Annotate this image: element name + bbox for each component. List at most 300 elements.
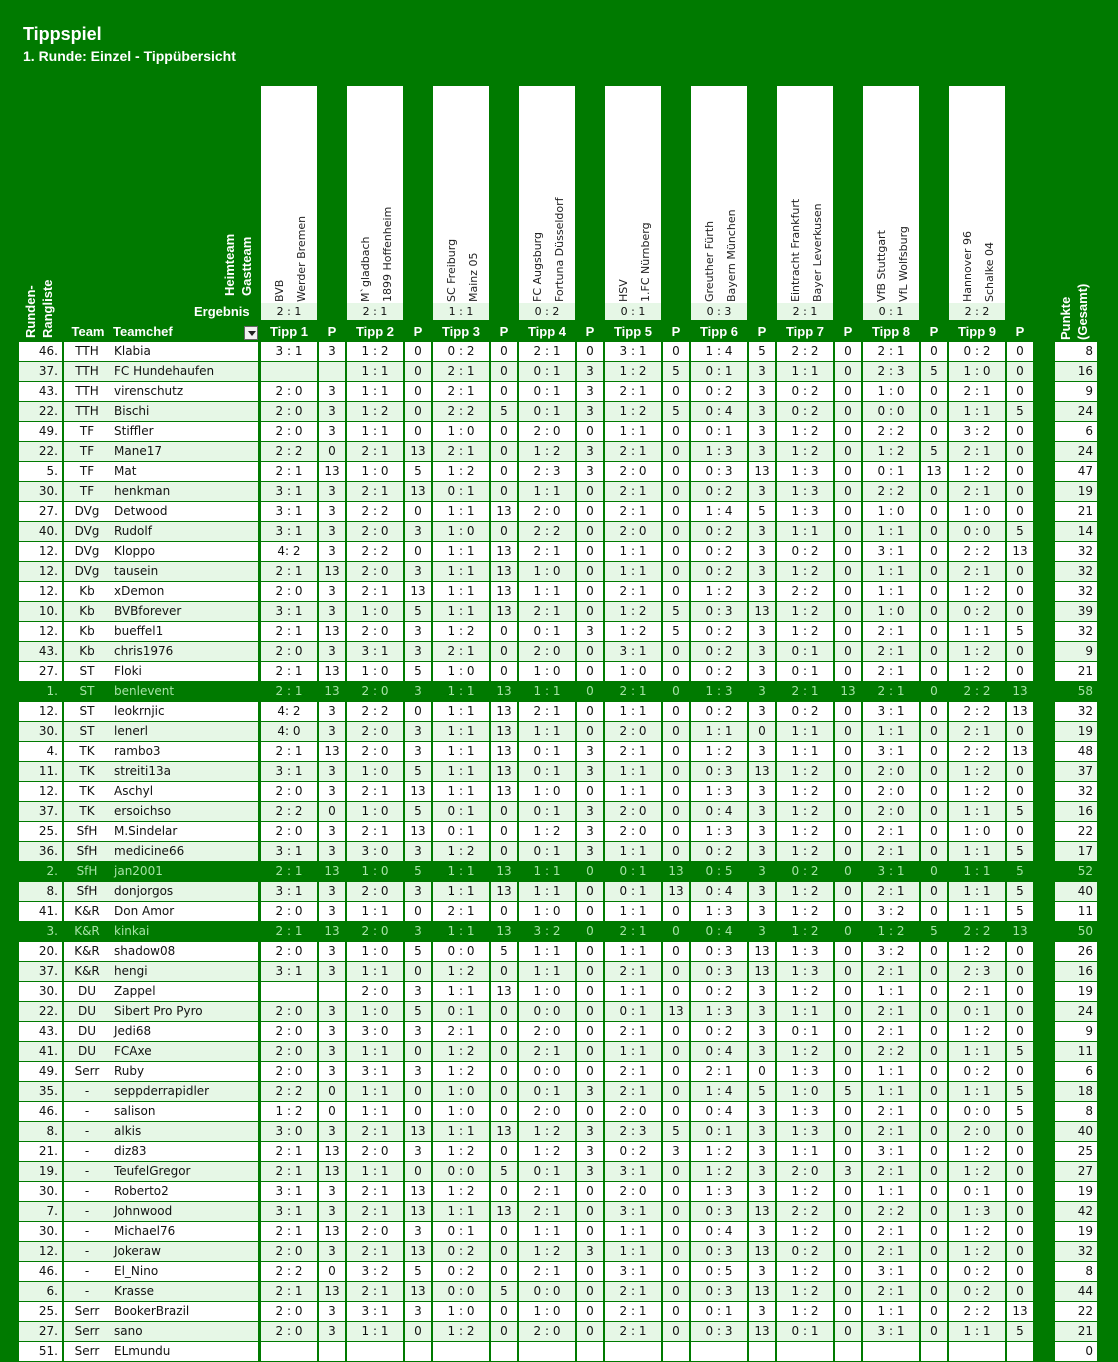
points-cell: 13: [749, 1242, 775, 1261]
rank-cell: 30.: [19, 982, 62, 1001]
points-cell: 0: [663, 642, 689, 661]
tipp-cell: 1 : 0: [949, 362, 1005, 381]
tipp-cell: 2 : 2: [863, 1202, 919, 1221]
points-cell: 0: [319, 1262, 345, 1281]
points-cell: 0: [663, 1102, 689, 1121]
tipp-cell: 0 : 1: [777, 1322, 833, 1341]
tipp-cell: 2 : 0: [519, 502, 575, 521]
rank-cell: 11.: [19, 762, 62, 781]
tipp-cell: [519, 1342, 575, 1361]
points-cell: 3: [749, 1262, 775, 1281]
tipp-cell: 2 : 1: [261, 562, 317, 581]
table-row: [0, 1162, 1118, 1181]
points-cell: 0: [835, 902, 861, 921]
table-row: [0, 762, 1118, 781]
rank-cell: 46.: [19, 1262, 62, 1281]
tipp-cell: 0 : 2: [691, 562, 747, 581]
points-cell: 3: [749, 782, 775, 801]
tipp-cell: 2 : 1: [949, 982, 1005, 1001]
tipp-cell: 2 : 2: [347, 702, 403, 721]
tipp-cell: 2 : 0: [519, 1022, 575, 1041]
points-cell: 3: [319, 1202, 345, 1221]
total-points-cell: 39: [1055, 602, 1097, 621]
team-cell: TK: [64, 782, 110, 801]
tipp-cell: 0 : 1: [949, 1182, 1005, 1201]
points-cell: 5: [405, 802, 431, 821]
points-cell: 0: [921, 522, 947, 541]
tipp-cell: 0 : 1: [433, 1222, 489, 1241]
points-cell: 0: [921, 1222, 947, 1241]
points-header: P: [757, 324, 767, 339]
total-points-cell: 25: [1055, 1142, 1097, 1161]
tipp-cell: 1 : 2: [433, 1062, 489, 1081]
total-points-cell: 32: [1055, 622, 1097, 641]
tipp-cell: 2 : 1: [863, 1222, 919, 1241]
team-cell: TF: [64, 422, 110, 441]
tipp-cell: 1 : 2: [777, 1302, 833, 1321]
points-cell: 0: [921, 822, 947, 841]
tipp-cell: 2 : 0: [519, 642, 575, 661]
points-cell: 0: [835, 362, 861, 381]
points-cell: 3: [319, 602, 345, 621]
tipp-cell: 1 : 1: [777, 1002, 833, 1021]
tipp-cell: 1 : 1: [347, 1102, 403, 1121]
points-cell: 0: [921, 702, 947, 721]
points-cell: 0: [491, 1182, 517, 1201]
home-team-name: Hannover 96: [961, 231, 974, 302]
points-cell: 0: [491, 1142, 517, 1161]
tipp-cell: 3 : 1: [863, 702, 919, 721]
tipp-cell: 2 : 1: [605, 1282, 661, 1301]
points-cell: 0: [577, 662, 603, 681]
punkte-header: [1055, 86, 1097, 341]
tipp-cell: 1 : 2: [347, 402, 403, 421]
points-cell: 5: [405, 602, 431, 621]
punkte-label: Punkte (Gesamt): [1058, 283, 1090, 340]
tipp-cell: 1 : 2: [519, 1122, 575, 1141]
team-cell: DU: [64, 1022, 110, 1041]
rank-cell: 21.: [19, 1142, 62, 1161]
total-points-cell: 21: [1055, 1322, 1097, 1341]
points-cell: 0: [1007, 1062, 1033, 1081]
points-cell: 0: [491, 462, 517, 481]
tipp-cell: 2 : 1: [433, 382, 489, 401]
total-points-cell: 18: [1055, 1082, 1097, 1101]
points-cell: 0: [1007, 782, 1033, 801]
tipp-cell: 2 : 1: [347, 1282, 403, 1301]
rank-cell: 27.: [19, 1322, 62, 1341]
points-cell: 5: [1007, 522, 1033, 541]
points-cell: 0: [921, 1002, 947, 1021]
tipp-cell: 0 : 0: [949, 1102, 1005, 1121]
points-cell: 0: [577, 702, 603, 721]
tipp-cell: 3 : 1: [261, 502, 317, 521]
points-cell: 0: [921, 862, 947, 881]
points-cell: 3: [749, 1162, 775, 1181]
points-cell: 13: [1007, 682, 1033, 701]
teamchef-cell: Rudolf: [110, 522, 258, 541]
points-cell: 0: [921, 762, 947, 781]
tipp-cell: 1 : 1: [605, 982, 661, 1001]
tipp-cell: 1 : 1: [949, 882, 1005, 901]
points-cell: 3: [749, 422, 775, 441]
points-cell: 0: [835, 642, 861, 661]
points-cell: 0: [921, 1182, 947, 1201]
points-cell: 0: [835, 622, 861, 641]
tipp-cell: 2 : 1: [261, 922, 317, 941]
tipp-cell: 2 : 0: [261, 1322, 317, 1341]
points-cell: 3: [749, 642, 775, 661]
tipp-cell: 1 : 2: [261, 1102, 317, 1121]
points-cell: 0: [1007, 982, 1033, 1001]
tipp-cell: 2 : 1: [863, 1002, 919, 1021]
tipp-cell: 1 : 0: [347, 802, 403, 821]
points-cell: 13: [319, 922, 345, 941]
points-cell: 3: [749, 842, 775, 861]
tipp-cell: 2 : 1: [863, 622, 919, 641]
points-cell: 0: [1007, 382, 1033, 401]
tipp-cell: 2 : 1: [347, 442, 403, 461]
total-points-cell: 8: [1055, 342, 1097, 361]
points-cell: 0: [749, 1062, 775, 1081]
tipp-cell: 1 : 4: [691, 1082, 747, 1101]
points-cell: 13: [405, 1282, 431, 1301]
rank-cell: 27.: [19, 662, 62, 681]
points-cell: 5: [405, 1002, 431, 1021]
tipp-cell: 3 : 1: [261, 602, 317, 621]
tipp-cell: 0 : 1: [519, 622, 575, 641]
team-cell: -: [64, 1202, 110, 1221]
points-cell: 0: [577, 542, 603, 561]
table-row: [0, 802, 1118, 821]
points-cell: 0: [663, 582, 689, 601]
tipp-cell: 1 : 2: [691, 1142, 747, 1161]
tipp-cell: 2 : 2: [949, 682, 1005, 701]
teamchef-cell: xDemon: [110, 582, 258, 601]
rank-cell: 22.: [19, 442, 62, 461]
tipp-cell: 2 : 0: [261, 402, 317, 421]
points-cell: 3: [319, 342, 345, 361]
team-cell: TTH: [64, 402, 110, 421]
tipp-cell: 1 : 0: [347, 462, 403, 481]
filter-dropdown-icon[interactable]: [244, 326, 258, 340]
points-cell: 0: [1007, 1262, 1033, 1281]
tipp-header: Tipp 4: [527, 324, 567, 339]
points-cell: 13: [405, 1182, 431, 1201]
tipp-cell: 1 : 2: [863, 442, 919, 461]
team-cell: Kb: [64, 622, 110, 641]
tipp-cell: [347, 1342, 403, 1361]
tipp-header: Tipp 5: [613, 324, 653, 339]
points-cell: 0: [921, 662, 947, 681]
tipp-cell: 1 : 3: [691, 902, 747, 921]
tipp-cell: 4: 2: [261, 542, 317, 561]
rank-cell: 25.: [19, 1302, 62, 1321]
points-cell: 3: [749, 1122, 775, 1141]
away-team-name: Mainz 05: [467, 252, 480, 302]
tipp-cell: 1 : 1: [347, 1322, 403, 1341]
teamchef-cell: BookerBrazil: [110, 1302, 258, 1321]
points-cell: 13: [663, 862, 689, 881]
points-cell: [835, 1342, 861, 1361]
rank-cell: 5.: [19, 462, 62, 481]
tipp-cell: 2 : 1: [605, 1082, 661, 1101]
tipp-cell: 2 : 1: [261, 682, 317, 701]
points-cell: 3: [749, 702, 775, 721]
points-cell: 0: [835, 982, 861, 1001]
points-cell: 3: [405, 982, 431, 1001]
points-cell: 0: [663, 1222, 689, 1241]
points-cell: 3: [319, 942, 345, 961]
points-cell: 0: [921, 1062, 947, 1081]
tipp-cell: 3 : 1: [261, 522, 317, 541]
points-cell: 3: [749, 682, 775, 701]
team-cell: DU: [64, 982, 110, 1001]
points-cell: 0: [921, 602, 947, 621]
points-cell: 3: [319, 722, 345, 741]
points-cell: 0: [663, 442, 689, 461]
points-cell: 0: [835, 782, 861, 801]
tipp-cell: 3 : 1: [605, 1202, 661, 1221]
points-cell: 13: [319, 862, 345, 881]
table-row: [0, 1202, 1118, 1221]
tipp-cell: 3 : 1: [605, 642, 661, 661]
tipp-cell: 1 : 2: [949, 942, 1005, 961]
teamchef-cell: streiti13a: [110, 762, 258, 781]
tipp-cell: 1 : 1: [605, 422, 661, 441]
team-cell: SfH: [64, 822, 110, 841]
points-cell: 0: [405, 342, 431, 361]
tipp-cell: 1 : 1: [433, 502, 489, 521]
points-cell: 0: [663, 1182, 689, 1201]
points-cell: 13: [749, 1282, 775, 1301]
points-cell: 3: [835, 1162, 861, 1181]
points-cell: 0: [577, 1202, 603, 1221]
points-cell: 0: [835, 1042, 861, 1061]
tipp-cell: 1 : 0: [433, 422, 489, 441]
points-cell: 3: [749, 582, 775, 601]
points-cell: 0: [491, 622, 517, 641]
points-cell: 5: [663, 362, 689, 381]
tipp-cell: 1 : 1: [347, 1162, 403, 1181]
rank-cell: 49.: [19, 1062, 62, 1081]
tipp-cell: 1 : 1: [605, 902, 661, 921]
away-team-name: Schalke 04: [983, 241, 996, 302]
points-cell: 5: [1007, 1102, 1033, 1121]
points-cell: 0: [921, 1022, 947, 1041]
teamchef-cell: chris1976: [110, 642, 258, 661]
points-cell: 0: [491, 822, 517, 841]
tipp-cell: 1 : 0: [519, 982, 575, 1001]
points-cell: 3: [749, 1022, 775, 1041]
home-team-name: FC Augsburg: [531, 232, 544, 302]
points-cell: 0: [663, 902, 689, 921]
points-cell: 0: [921, 842, 947, 861]
points-cell: 3: [577, 1142, 603, 1161]
points-cell: 0: [663, 742, 689, 761]
match-result: 0 : 2: [519, 303, 575, 320]
tipp-cell: 1 : 3: [777, 502, 833, 521]
rank-cell: 43.: [19, 642, 62, 661]
total-points-cell: 0: [1055, 1342, 1097, 1361]
teamchef-cell: alkis: [110, 1122, 258, 1141]
points-cell: 13: [319, 1222, 345, 1241]
tipp-cell: 3 : 2: [949, 422, 1005, 441]
points-cell: 0: [577, 562, 603, 581]
points-cell: 13: [405, 582, 431, 601]
tipp-cell: 0 : 1: [519, 1082, 575, 1101]
tipp-cell: 3 : 1: [261, 762, 317, 781]
table-row: [0, 542, 1118, 561]
tipp-cell: 2 : 1: [433, 442, 489, 461]
points-cell: 0: [921, 622, 947, 641]
points-cell: 0: [577, 1102, 603, 1121]
points-cell: 0: [835, 1202, 861, 1221]
points-cell: 0: [319, 802, 345, 821]
teamchef-cell: Stiffler: [110, 422, 258, 441]
tipp-cell: 1 : 1: [949, 842, 1005, 861]
points-cell: 3: [405, 722, 431, 741]
points-cell: 13: [319, 562, 345, 581]
points-cell: 3: [749, 402, 775, 421]
points-cell: 0: [491, 342, 517, 361]
table-row: [0, 842, 1118, 861]
tipp-cell: 2 : 0: [863, 762, 919, 781]
teamchef-cell: donjorgos: [110, 882, 258, 901]
tipp-cell: 1 : 2: [949, 782, 1005, 801]
points-cell: 0: [1007, 942, 1033, 961]
rank-cell: 30.: [19, 482, 62, 501]
points-cell: 0: [577, 602, 603, 621]
rank-cell: 12.: [19, 702, 62, 721]
rank-cell: 20.: [19, 942, 62, 961]
teamchef-cell: M.Sindelar: [110, 822, 258, 841]
tipp-cell: 1 : 3: [691, 682, 747, 701]
tipp-cell: 0 : 2: [949, 602, 1005, 621]
tipp-cell: 2 : 2: [519, 522, 575, 541]
points-cell: 0: [1007, 762, 1033, 781]
rank-cell: 10.: [19, 602, 62, 621]
table-row: [0, 982, 1118, 1001]
points-cell: 3: [319, 1322, 345, 1341]
table-row: [0, 1322, 1118, 1341]
points-cell: 0: [577, 1182, 603, 1201]
gastteam-label: Gastteam: [239, 236, 254, 296]
points-cell: 0: [663, 662, 689, 681]
points-cell: 3: [577, 622, 603, 641]
tipp-cell: 2 : 0: [261, 422, 317, 441]
tipp-cell: 1 : 0: [863, 602, 919, 621]
points-cell: [921, 1342, 947, 1361]
tipp-cell: 1 : 2: [777, 762, 833, 781]
tipp-cell: 0 : 3: [691, 1242, 747, 1261]
total-points-cell: 17: [1055, 842, 1097, 861]
points-cell: 0: [491, 1062, 517, 1081]
match-header-box: [777, 86, 833, 320]
tipp-cell: 1 : 3: [777, 942, 833, 961]
rank-cell: 1.: [19, 682, 62, 701]
table-row: [0, 1082, 1118, 1101]
tipp-cell: 1 : 1: [605, 762, 661, 781]
table-row: [0, 402, 1118, 421]
tipp-cell: 2 : 1: [605, 742, 661, 761]
rank-cell: 30.: [19, 1222, 62, 1241]
points-cell: 3: [319, 642, 345, 661]
tipp-cell: 2 : 0: [261, 1042, 317, 1061]
points-cell: 5: [835, 1082, 861, 1101]
table-row: [0, 1262, 1118, 1281]
tipp-cell: 2 : 1: [519, 342, 575, 361]
tipp-cell: 1 : 1: [433, 742, 489, 761]
points-cell: 3: [319, 1062, 345, 1081]
points-cell: 13: [319, 1282, 345, 1301]
points-cell: 13: [405, 822, 431, 841]
rank-cell: 3.: [19, 922, 62, 941]
tipp-cell: 2 : 1: [519, 702, 575, 721]
points-cell: 13: [491, 682, 517, 701]
points-cell: 13: [491, 882, 517, 901]
tipp-cell: 1 : 2: [949, 1222, 1005, 1241]
tipp-cell: 2 : 1: [347, 822, 403, 841]
points-cell: 3: [577, 362, 603, 381]
points-cell: 0: [1007, 562, 1033, 581]
points-cell: 0: [921, 1042, 947, 1061]
tipp-cell: 0 : 2: [949, 1062, 1005, 1081]
tipp-cell: 1 : 3: [777, 482, 833, 501]
rank-cell: 7.: [19, 1202, 62, 1221]
points-cell: 3: [749, 382, 775, 401]
tipp-cell: 0 : 3: [691, 962, 747, 981]
tipp-cell: 1 : 1: [433, 1202, 489, 1221]
teamchef-cell: ersoichso: [110, 802, 258, 821]
total-points-cell: 32: [1055, 562, 1097, 581]
points-cell: 0: [835, 942, 861, 961]
points-cell: 3: [577, 462, 603, 481]
team-cell: -: [64, 1182, 110, 1201]
tipp-cell: 1 : 3: [691, 1182, 747, 1201]
tipp-cell: 1 : 1: [605, 702, 661, 721]
points-cell: 0: [405, 382, 431, 401]
teamchef-cell: Krasse: [110, 1282, 258, 1301]
points-cell: 3: [405, 522, 431, 541]
points-cell: 0: [1007, 502, 1033, 521]
points-cell: 13: [491, 1202, 517, 1221]
tipp-cell: 2 : 0: [863, 782, 919, 801]
points-cell: 3: [577, 762, 603, 781]
points-cell: 13: [491, 542, 517, 561]
team-cell: ST: [64, 722, 110, 741]
tipp-cell: 3 : 0: [347, 842, 403, 861]
rank-cell: 43.: [19, 1022, 62, 1041]
points-cell: 3: [749, 1102, 775, 1121]
tipp-cell: 3 : 1: [261, 882, 317, 901]
points-cell: 0: [663, 842, 689, 861]
tipp-cell: 2 : 2: [949, 1302, 1005, 1321]
tipp-cell: 0 : 1: [777, 662, 833, 681]
tipp-cell: 2 : 0: [261, 1002, 317, 1021]
points-cell: 3: [319, 882, 345, 901]
tipp-cell: 1 : 3: [777, 1102, 833, 1121]
points-cell: 0: [663, 422, 689, 441]
points-cell: 3: [319, 1302, 345, 1321]
points-cell: 13: [405, 482, 431, 501]
points-cell: 3: [405, 1222, 431, 1241]
points-cell: [319, 1342, 345, 1361]
tipp-cell: 0 : 2: [691, 522, 747, 541]
points-cell: 3: [577, 742, 603, 761]
tipp-cell: 1 : 1: [347, 382, 403, 401]
tipp-cell: 1 : 3: [777, 962, 833, 981]
